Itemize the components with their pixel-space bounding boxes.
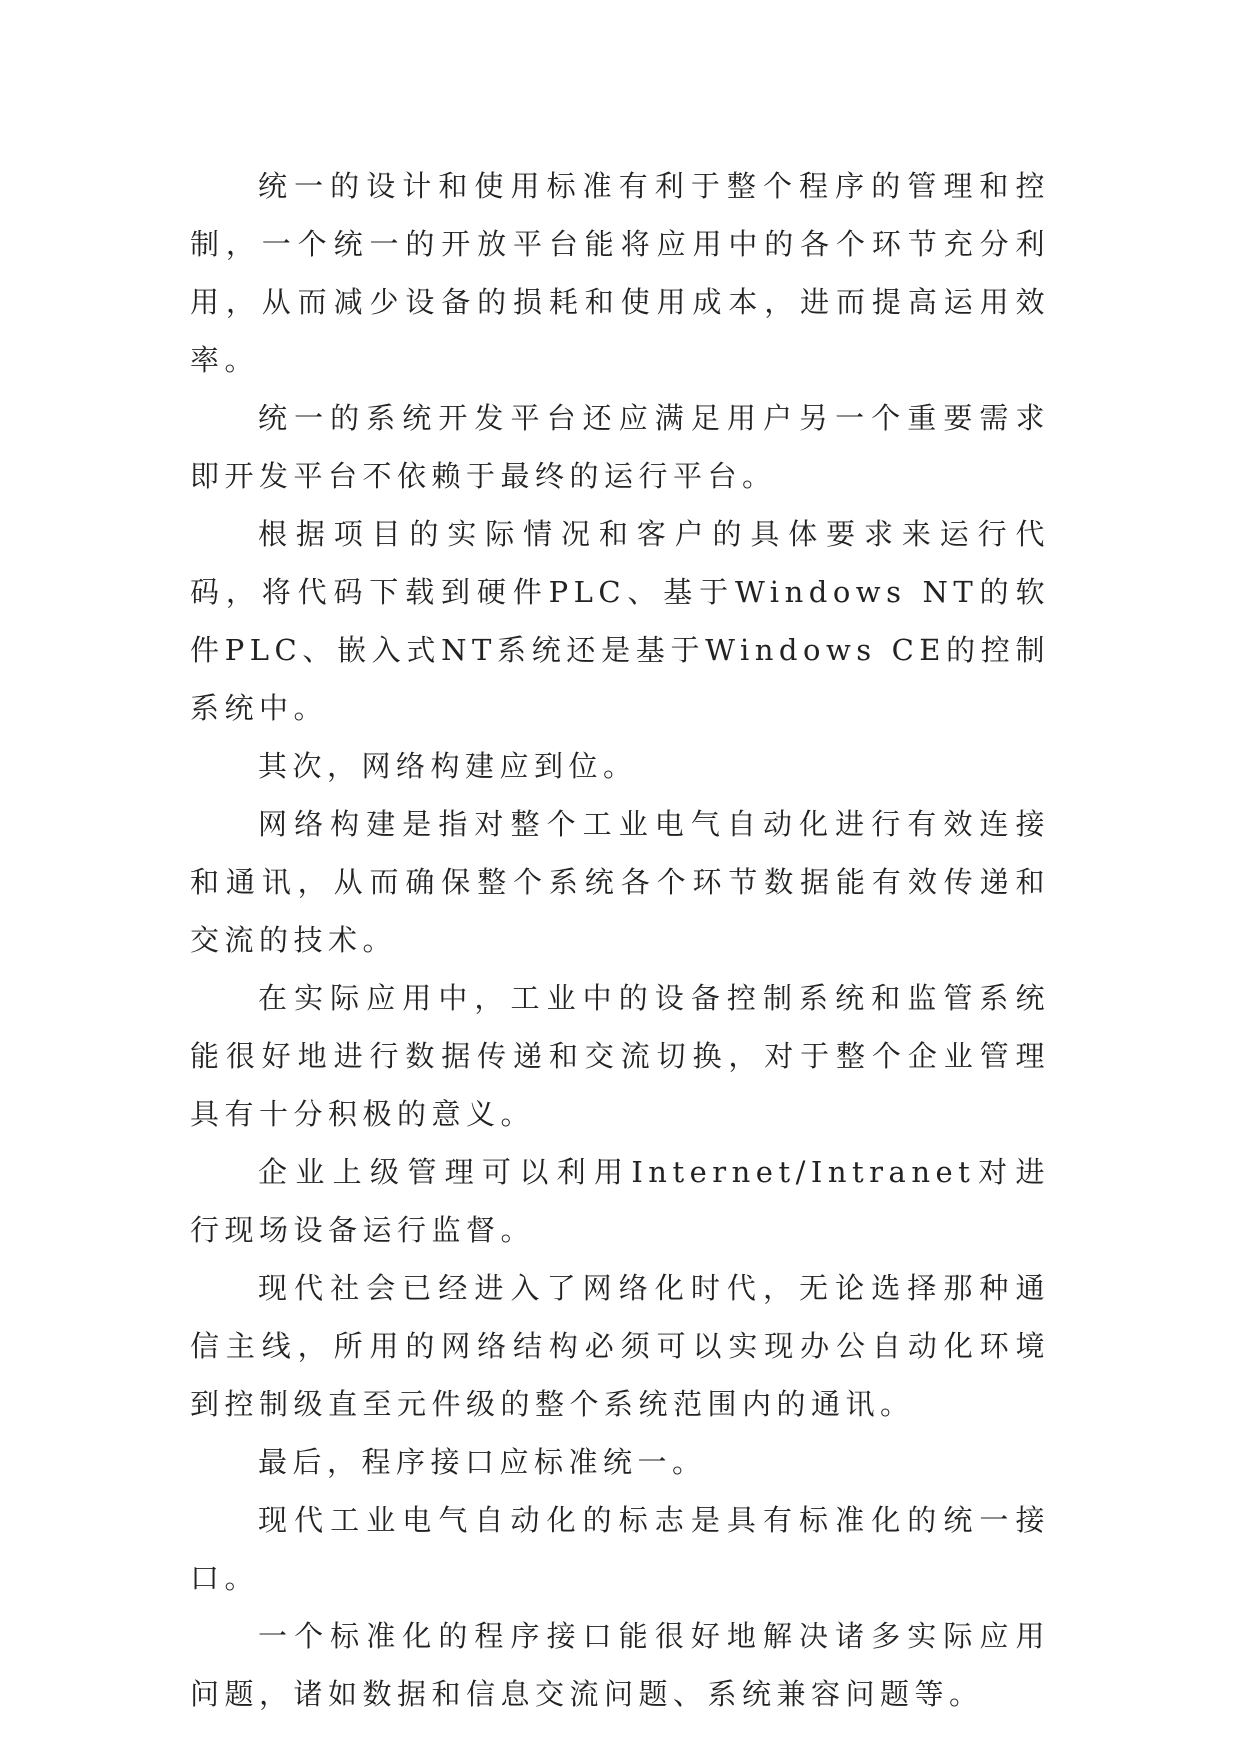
paragraph: 在实际应用中，工业中的设备控制系统和监管系统能很好地进行数据传递和交流切换，对于整个企业管理具有十分积极的意义。 <box>190 981 1050 1131</box>
paragraph: 现代社会已经进入了网络化时代，无论选择那种通信主线，所用的网络结构必须可以实现办公自动化环境到控制级直至元件级的整个系统范围内的通讯。 <box>190 1271 1050 1421</box>
paragraph: 其次，网络构建应到位。 <box>258 749 638 783</box>
document-body <box>190 157 1050 1723</box>
paragraph: 统一的系统开发平台还应满足用户另一个重要需求即开发平台不依赖于最终的运行平台。 <box>190 401 1050 493</box>
paragraph: 一个标准化的程序接口能很好地解决诸多实际应用问题，诸如数据和信息交流问题、系统兼容问题等。 <box>190 1619 1050 1711</box>
paragraph: 最后，程序接口应标准统一。 <box>258 1445 707 1479</box>
paragraph: 统一的设计和使用标准有利于整个程序的管理和控制，一个统一的开放平台能将应用中的各个环节充分利用，从而减少设备的损耗和使用成本，进而提高运用效率。 <box>190 169 1050 377</box>
paragraph: 根据项目的实际情况和客户的具体要求来运行代码，将代码下载到硬件PLC、基于Windows NT的软件PLC、嵌入式NT系统还是基于Windows CE的控制系统中。 <box>190 517 1050 725</box>
paragraph: 网络构建是指对整个工业电气自动化进行有效连接和通讯，从而确保整个系统各个环节数据能有效传递和交流的技术。 <box>190 807 1050 957</box>
paragraph: 企业上级管理可以利用Internet/Intranet对进行现场设备运行监督。 <box>190 1155 1050 1247</box>
paragraph: 现代工业电气自动化的标志是具有标准化的统一接口。 <box>190 1503 1050 1595</box>
